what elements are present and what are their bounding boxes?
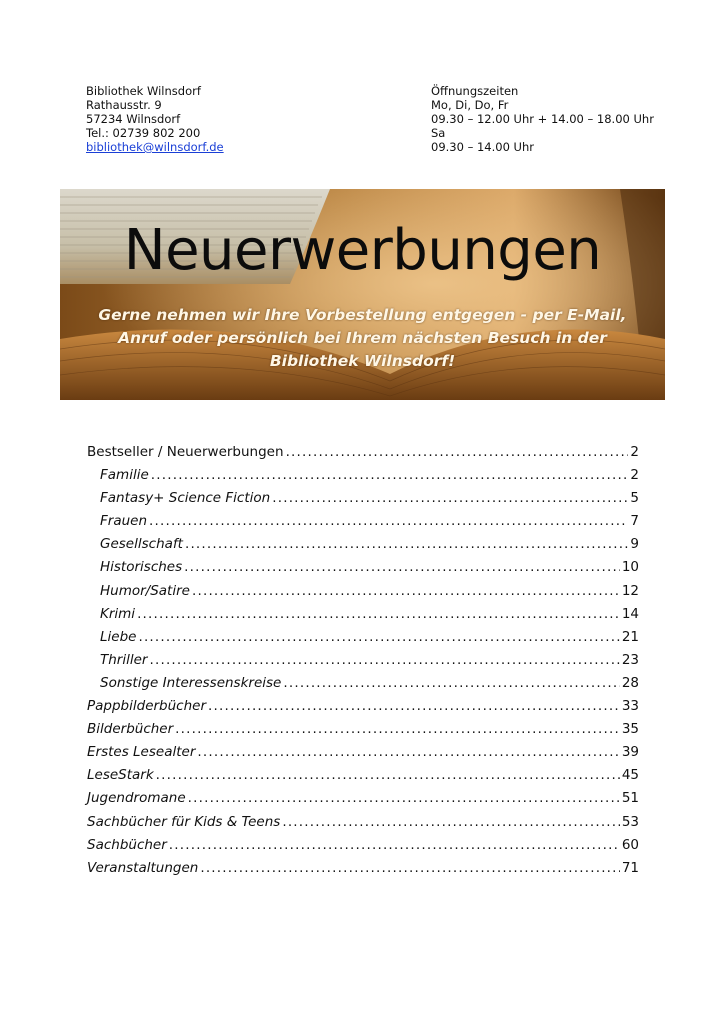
toc-leader-dots (272, 487, 628, 510)
toc-leader-dots (192, 580, 620, 603)
toc-entry-sachbuecher-kids[interactable] (87, 811, 639, 834)
toc-leader-dots (175, 718, 620, 741)
toc-entry-frauen[interactable] (87, 510, 639, 533)
toc-page-number: 39 (621, 744, 639, 761)
toc-entry-humor[interactable] (87, 580, 639, 603)
toc-entry-historisches[interactable] (87, 556, 639, 579)
toc-entry-fantasy[interactable] (87, 487, 639, 510)
toc-leader-dots (156, 764, 620, 787)
toc-entry-sachbuecher[interactable] (87, 834, 639, 857)
toc-label: Sonstige Interessenskreise (100, 674, 282, 691)
opening-times-saturday: 09.30 – 14.00 Uhr (431, 140, 534, 154)
toc-label: Gesellschaft (100, 536, 183, 553)
library-city: 57234 Wilnsdorf (86, 112, 181, 126)
toc-entry-jugendromane[interactable] (87, 787, 639, 810)
toc-leader-dots (137, 603, 620, 626)
toc-label: Humor/Satire (100, 582, 190, 599)
toc-leader-dots (208, 695, 620, 718)
toc-label: Sachbücher für Kids & Teens (87, 813, 281, 830)
toc-leader-dots (200, 857, 619, 880)
toc-leader-dots (286, 441, 629, 464)
toc-label: Bestseller / Neuerwerbungen (87, 444, 284, 460)
toc-leader-dots (151, 464, 629, 487)
toc-page-number: 9 (630, 536, 639, 553)
opening-days-weekday: Mo, Di, Do, Fr (431, 98, 509, 112)
toc-leader-dots (283, 672, 619, 695)
toc-page-number: 21 (621, 628, 639, 645)
toc-leader-dots (149, 649, 619, 672)
toc-label: Sachbücher (87, 836, 167, 853)
toc-page-number: 2 (630, 467, 639, 484)
toc-label: Liebe (100, 628, 137, 645)
toc-label: Veranstaltungen (87, 859, 199, 876)
toc-page-number: 33 (621, 698, 639, 715)
toc-page-number: 23 (621, 651, 639, 668)
toc-page-number: 35 (621, 721, 639, 738)
email-link[interactable]: bibliothek@wilnsdorf.de (86, 140, 224, 154)
toc-label: Frauen (100, 513, 148, 530)
toc-label: LeseStark (87, 767, 154, 784)
toc-page-number: 45 (621, 767, 639, 784)
toc-page-number: 53 (621, 813, 639, 830)
toc-label: Erstes Lesealter (87, 744, 196, 761)
toc-entry-krimi[interactable] (87, 603, 639, 626)
toc-label: Familie (100, 467, 149, 484)
toc-page-number: 7 (630, 513, 639, 530)
library-address-block (86, 84, 224, 154)
toc-leader-dots (197, 741, 619, 764)
opening-days-saturday: Sa (431, 126, 446, 140)
toc-page-number: 51 (621, 790, 639, 807)
library-street: Rathausstr. 9 (86, 98, 162, 112)
toc-entry-sonstige[interactable] (87, 672, 639, 695)
opening-hours-block (431, 84, 654, 154)
table-of-contents (87, 441, 639, 880)
library-phone: Tel.: 02739 802 200 (86, 126, 201, 140)
toc-entry-gesellschaft[interactable] (87, 533, 639, 556)
toc-page-number: 71 (621, 859, 639, 876)
banner-title: Neuerwerbungen (123, 218, 602, 283)
library-name: Bibliothek Wilnsdorf (86, 84, 201, 98)
toc-label: Thriller (100, 651, 148, 668)
banner-subtitle: Gerne nehmen wir Ihre Vorbestellung entgegen - per E-Mail, Anruf oder persönlich bei Ihrem nächsten Besuch in der Bibliothek Wilnsdorf! (98, 306, 627, 370)
toc-page-number: 14 (621, 605, 639, 622)
toc-leader-dots (184, 556, 620, 579)
toc-page-number: 2 (630, 444, 639, 460)
opening-hours-title: Öffnungszeiten (431, 84, 519, 98)
toc-entry-bilderbuecher[interactable] (87, 718, 639, 741)
toc-label: Pappbilderbücher (87, 698, 207, 715)
toc-label: Bilderbücher (87, 721, 174, 738)
toc-entry-erstes-lesealter[interactable] (87, 741, 639, 764)
toc-leader-dots (282, 811, 619, 834)
toc-label: Fantasy+ Science Fiction (100, 490, 271, 507)
toc-entry-pappbilderbuecher[interactable] (87, 695, 639, 718)
header-banner (60, 189, 665, 400)
toc-page-number: 10 (621, 559, 639, 576)
toc-label: Historisches (100, 559, 183, 576)
toc-entry-thriller[interactable] (87, 649, 639, 672)
toc-label: Jugendromane (87, 790, 186, 807)
toc-leader-dots (188, 787, 620, 810)
toc-leader-dots (138, 626, 619, 649)
toc-label: Krimi (100, 605, 136, 622)
toc-entry-familie[interactable] (87, 464, 639, 487)
toc-leader-dots (185, 533, 628, 556)
toc-leader-dots (169, 834, 620, 857)
toc-entry-veranstaltungen[interactable] (87, 857, 639, 880)
toc-entry-lesestark[interactable] (87, 764, 639, 787)
toc-entry-liebe[interactable] (87, 626, 639, 649)
opening-times-weekday: 09.30 – 12.00 Uhr + 14.00 – 18.00 Uhr (431, 112, 654, 126)
toc-entry-bestseller[interactable] (87, 441, 639, 464)
toc-leader-dots (149, 510, 628, 533)
toc-page-number: 28 (621, 674, 639, 691)
toc-page-number: 12 (621, 582, 639, 599)
toc-page-number: 5 (630, 490, 639, 507)
toc-page-number: 60 (621, 836, 639, 853)
